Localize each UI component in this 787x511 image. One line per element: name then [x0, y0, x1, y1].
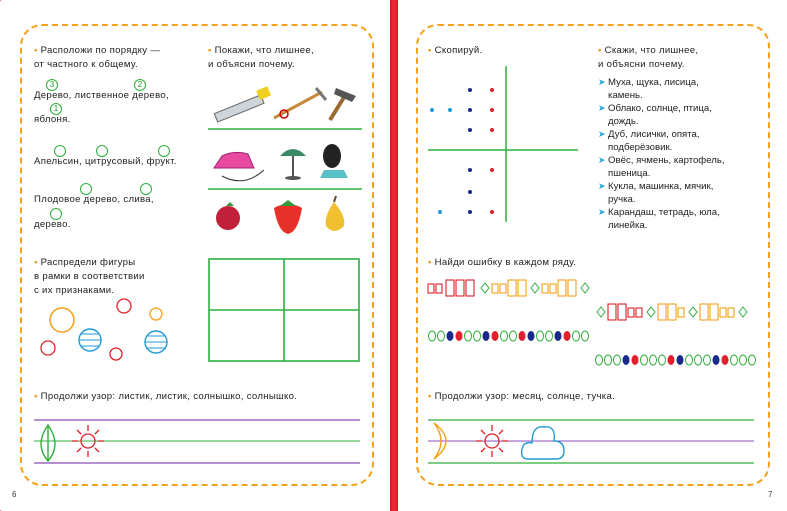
arrow-icon: ➤ [598, 207, 609, 217]
error-row-1[interactable] [426, 278, 590, 300]
book-spine [390, 0, 398, 511]
page-number-right: 7 [768, 490, 773, 499]
order-number-2: 2 [134, 79, 146, 91]
error-row-2[interactable] [594, 302, 762, 324]
task3-title: • Распредели фигуры в рамки в соответствии с их признаками. [34, 257, 145, 296]
task1-line5: дерево. [34, 219, 71, 230]
task2-title: • Покажи, что лишнее, и объясни почему. [208, 45, 314, 70]
odd-one-out-item: ➤ Карандаш, тетрадь, юла, линейка. [598, 207, 720, 231]
order-number-1: 1 [50, 103, 62, 115]
odd-one-out-item: ➤ Облако, солнце, птица, дождь. [598, 103, 712, 127]
odd-one-out-item: ➤ Муха, щука, лисица, камень. [598, 77, 699, 101]
task1-line2: яблоня. [34, 114, 71, 125]
cloud-icon [522, 427, 564, 459]
task4-title: • Продолжи узор: листик, листик, солнышко, солнышко. [34, 391, 298, 402]
task1-line3: Апельсин, цитрусовый, фрукт. [34, 156, 177, 167]
leaf-icon [41, 425, 55, 461]
odd-one-out-item: ➤ Дуб, лисички, опята, подберёзовик. [598, 129, 700, 153]
pattern-lines-left [34, 419, 362, 465]
row-divider [208, 188, 362, 190]
pattern-lines-right [428, 419, 756, 465]
shapes-to-sort [36, 296, 176, 366]
order-number-3: 3 [46, 79, 58, 91]
tools-row-pictures [208, 80, 363, 130]
dot-pattern-sample [430, 88, 494, 214]
arrow-icon: ➤ [598, 103, 609, 113]
error-row-3[interactable] [426, 328, 590, 344]
task1-line4: Плодовое дерево, слива, [34, 194, 154, 205]
find-error-title: • Найди ошибку в каждом ряду. [428, 257, 577, 268]
odd-one-out-title: • Скажи, что лишнее, и объясни почему. [598, 45, 699, 70]
copy-task-title: • Скопируй. [428, 45, 483, 56]
pattern-task-title: • Продолжи узор: месяц, солнце, тучка. [428, 391, 616, 402]
task1-title: • Расположи по порядку — от частного к общему. [34, 45, 161, 70]
arrow-icon: ➤ [598, 181, 609, 191]
sorting-grid[interactable] [208, 258, 362, 364]
odd-one-out-item: ➤ Овёс, ячмень, картофель, пшеница. [598, 155, 725, 179]
copy-dots-grid[interactable] [426, 66, 582, 226]
task1-line1: Дерево, лиственное дерево, [34, 90, 169, 101]
arrow-icon: ➤ [598, 129, 609, 139]
arrow-icon: ➤ [598, 155, 609, 165]
error-row-4[interactable] [594, 352, 760, 368]
row-divider [208, 128, 362, 130]
odd-one-out-item: ➤ Кукла, машинка, мячик, ручка. [598, 181, 714, 205]
fruits-row-pictures [208, 196, 363, 236]
appliances-row-pictures [208, 140, 363, 184]
arrow-icon: ➤ [598, 77, 609, 87]
page-number-left: 6 [12, 490, 17, 499]
